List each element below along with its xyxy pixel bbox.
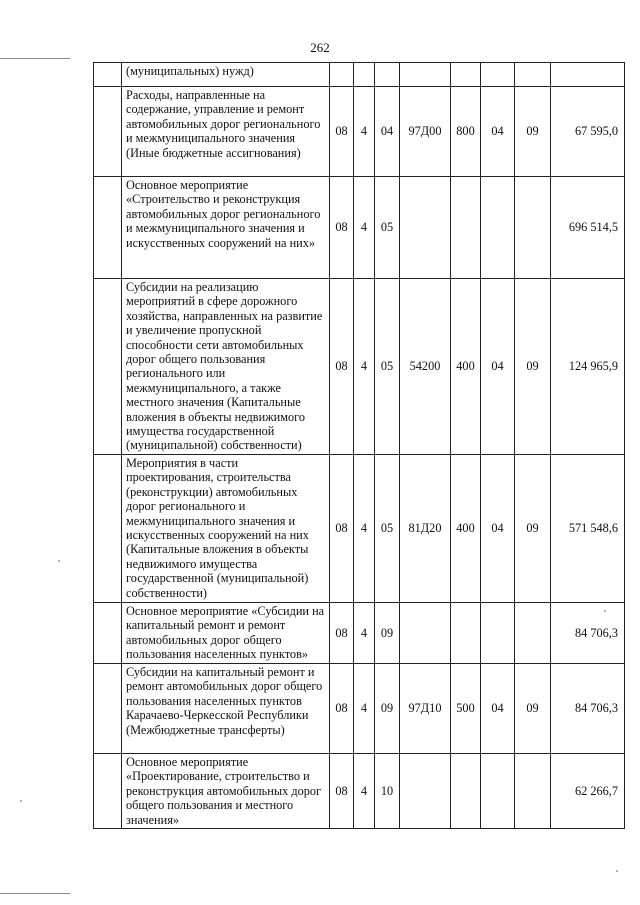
- target-article-cell: [400, 603, 451, 664]
- row-name-cell: Субсидии на реализацию мероприятий в сфере дорожного хозяйства, направленных на развитие и увеличение пропускной способности сети автомобильных дорог общего пользования регионального или межмуниципального, а также местного значения (Капитальные вложения в объекты недвижимого имущества государственной (муниципальной) собственности): [122, 279, 330, 455]
- code-cell: 09: [515, 87, 551, 177]
- amount-cell: 84 706,3: [551, 603, 625, 664]
- code-cell: [481, 63, 515, 87]
- program-cell: 05: [375, 177, 400, 279]
- subsection-cell: 4: [354, 603, 375, 664]
- subsection-cell: 4: [354, 754, 375, 829]
- row-index-cell: [94, 664, 122, 754]
- row-index-cell: [94, 754, 122, 829]
- section-cell: 08: [330, 87, 354, 177]
- target-article-cell: 81Д20: [400, 455, 451, 603]
- code-cell: [481, 754, 515, 829]
- target-article-cell: [400, 177, 451, 279]
- subsection-cell: 4: [354, 279, 375, 455]
- target-article-cell: [400, 754, 451, 829]
- scan-margin-line: [0, 58, 70, 59]
- code-cell: [515, 63, 551, 87]
- scan-speck: [616, 870, 618, 872]
- row-index-cell: [94, 455, 122, 603]
- row-name-cell: (муниципальных) нужд): [122, 63, 330, 87]
- program-cell: 09: [375, 603, 400, 664]
- expense-type-cell: 800: [451, 87, 481, 177]
- table-row: [94, 279, 625, 455]
- amount-cell: 62 266,7: [551, 754, 625, 829]
- target-article-cell: 54200: [400, 279, 451, 455]
- expense-type-cell: [451, 754, 481, 829]
- budget-table: [93, 62, 625, 829]
- target-article-cell: [400, 63, 451, 87]
- code-cell: 09: [515, 279, 551, 455]
- amount-cell: 571 548,6: [551, 455, 625, 603]
- program-cell: 04: [375, 87, 400, 177]
- section-cell: 08: [330, 455, 354, 603]
- amount-cell: 67 595,0: [551, 87, 625, 177]
- row-name-cell: Основное мероприятие «Проектирование, строительство и реконструкция автомобильных дорог общего пользования и местного значения»: [122, 754, 330, 829]
- table-row: [94, 754, 625, 829]
- subsection-cell: 4: [354, 664, 375, 754]
- expense-type-cell: 500: [451, 664, 481, 754]
- section-cell: 08: [330, 664, 354, 754]
- target-article-cell: 97Д00: [400, 87, 451, 177]
- amount-cell: 84 706,3: [551, 664, 625, 754]
- amount-cell: 124 965,9: [551, 279, 625, 455]
- code-cell: 09: [515, 664, 551, 754]
- section-cell: 08: [330, 279, 354, 455]
- expense-type-cell: 400: [451, 455, 481, 603]
- program-cell: [375, 63, 400, 87]
- amount-cell: 696 514,5: [551, 177, 625, 279]
- section-cell: 08: [330, 177, 354, 279]
- subsection-cell: 4: [354, 177, 375, 279]
- scan-speck: [58, 560, 60, 562]
- scan-speck: [20, 800, 22, 802]
- row-name-cell: Расходы, направленные на содержание, управление и ремонт автомобильных дорог регионального и межмуниципального значения (Иные бюджетные ассигнования): [122, 87, 330, 177]
- row-index-cell: [94, 279, 122, 455]
- expense-type-cell: [451, 177, 481, 279]
- program-cell: 05: [375, 279, 400, 455]
- subsection-cell: [354, 63, 375, 87]
- code-cell: 09: [515, 455, 551, 603]
- expense-type-cell: [451, 603, 481, 664]
- row-name-cell: Мероприятия в части проектирования, строительства (реконструкции) автомобильных дорог регионального и межмуниципального значения и искусственных сооружений на них (Капитальные вложения в объекты недвижимого имущества государственной (муниципальной) собственности): [122, 455, 330, 603]
- expense-type-cell: 400: [451, 279, 481, 455]
- code-cell: 04: [481, 664, 515, 754]
- table-row: [94, 455, 625, 603]
- table-row: [94, 664, 625, 754]
- table-row: [94, 603, 625, 664]
- subsection-cell: 4: [354, 87, 375, 177]
- row-index-cell: [94, 177, 122, 279]
- expense-type-cell: [451, 63, 481, 87]
- table-row: [94, 87, 625, 177]
- scan-margin-line: [0, 893, 70, 894]
- section-cell: [330, 63, 354, 87]
- row-index-cell: [94, 87, 122, 177]
- section-cell: 08: [330, 754, 354, 829]
- section-cell: 08: [330, 603, 354, 664]
- row-name-cell: Основное мероприятие «Строительство и реконструкция автомобильных дорог регионального и межмуниципального значения и искусственных сооружений на них»: [122, 177, 330, 279]
- program-cell: 09: [375, 664, 400, 754]
- scan-speck: [604, 610, 606, 612]
- table-row: [94, 63, 625, 87]
- program-cell: 05: [375, 455, 400, 603]
- row-name-cell: Основное мероприятие «Субсидии на капитальный ремонт и ремонт автомобильных дорог общего пользования населенных пунктов»: [122, 603, 330, 664]
- code-cell: [515, 754, 551, 829]
- code-cell: 04: [481, 87, 515, 177]
- subsection-cell: 4: [354, 455, 375, 603]
- row-index-cell: [94, 603, 122, 664]
- target-article-cell: 97Д10: [400, 664, 451, 754]
- program-cell: 10: [375, 754, 400, 829]
- table-row: [94, 177, 625, 279]
- code-cell: [515, 177, 551, 279]
- row-name-cell: Субсидии на капитальный ремонт и ремонт автомобильных дорог общего пользования населенных пунктов Карачаево-Черкесской Республики (Межбюджетные трансферты): [122, 664, 330, 754]
- code-cell: [481, 177, 515, 279]
- code-cell: 04: [481, 455, 515, 603]
- row-index-cell: [94, 63, 122, 87]
- code-cell: [515, 603, 551, 664]
- code-cell: [481, 603, 515, 664]
- code-cell: 04: [481, 279, 515, 455]
- page-number: 262: [310, 40, 330, 55]
- amount-cell: [551, 63, 625, 87]
